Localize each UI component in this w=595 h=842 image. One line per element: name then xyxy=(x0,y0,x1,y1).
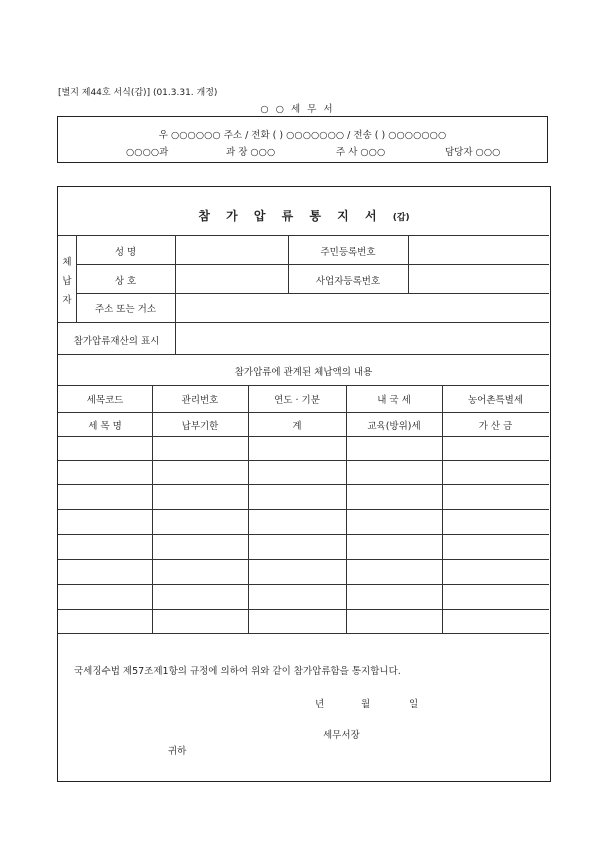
column-due-date: 납부기한 xyxy=(181,421,219,432)
tax-office-name: ○ ○ 세 무 서 xyxy=(260,104,335,115)
form-title: 참 가 압 류 통 지 서 (갑) xyxy=(198,209,410,223)
form-title-suffix: (갑) xyxy=(392,213,410,223)
column-tax-item-name: 세 목 명 xyxy=(88,421,122,432)
column-penalty: 가 산 금 xyxy=(478,421,513,432)
recipient-label: 귀하 xyxy=(168,746,187,757)
column-rural-special-tax: 농어촌특별세 xyxy=(467,395,524,406)
column-education-tax: 교육(방위)세 xyxy=(367,421,421,432)
address-label: 주소 또는 거소 xyxy=(94,304,157,315)
date-year: 년 xyxy=(315,699,325,710)
date-month: 월 xyxy=(361,699,371,710)
form-reference: [별지 제44호 서식(갑)] (01.3.31. 개정) xyxy=(58,88,218,98)
column-tax-code: 세목코드 xyxy=(86,395,124,406)
contact-info-box xyxy=(57,116,548,163)
officer: 주 사 ○○○ xyxy=(336,147,386,158)
notice-form xyxy=(57,186,551,782)
section-chief: 과 장 ○○○ xyxy=(226,147,276,158)
arrears-section-heading: 참가압류에 관계된 체납액의 내용 xyxy=(234,367,373,378)
date-day: 일 xyxy=(409,699,419,710)
column-management-no: 관리번호 xyxy=(181,395,219,406)
resident-number-label: 주민등록번호 xyxy=(320,247,376,258)
property-label: 참가압류재산의 표시 xyxy=(73,336,160,347)
name-label: 성 명 xyxy=(114,247,137,258)
taxpayer-group-label: 체 납 자 xyxy=(62,257,72,306)
person-in-charge: 담당자 ○○○ xyxy=(445,147,501,158)
department: ○○○○과 xyxy=(126,147,169,158)
business-name-label: 상 호 xyxy=(114,276,137,287)
column-national-tax: 내 국 세 xyxy=(377,395,411,406)
contact-address-line: 우 ○○○○○○ 주소 / 전화 ( ) ○○○○○○○ / 전송 ( ) ○○○○○○○ xyxy=(158,130,447,141)
business-number-label: 사업자등록번호 xyxy=(315,276,381,287)
issuer-title: 세무서장 xyxy=(323,730,360,741)
column-year-period: 연도 · 기분 xyxy=(274,395,320,406)
notice-text: 국세징수법 제57조제1항의 규정에 의하여 위와 같이 참가압류함을 통지합니다. xyxy=(74,666,401,677)
column-total: 계 xyxy=(292,421,302,432)
